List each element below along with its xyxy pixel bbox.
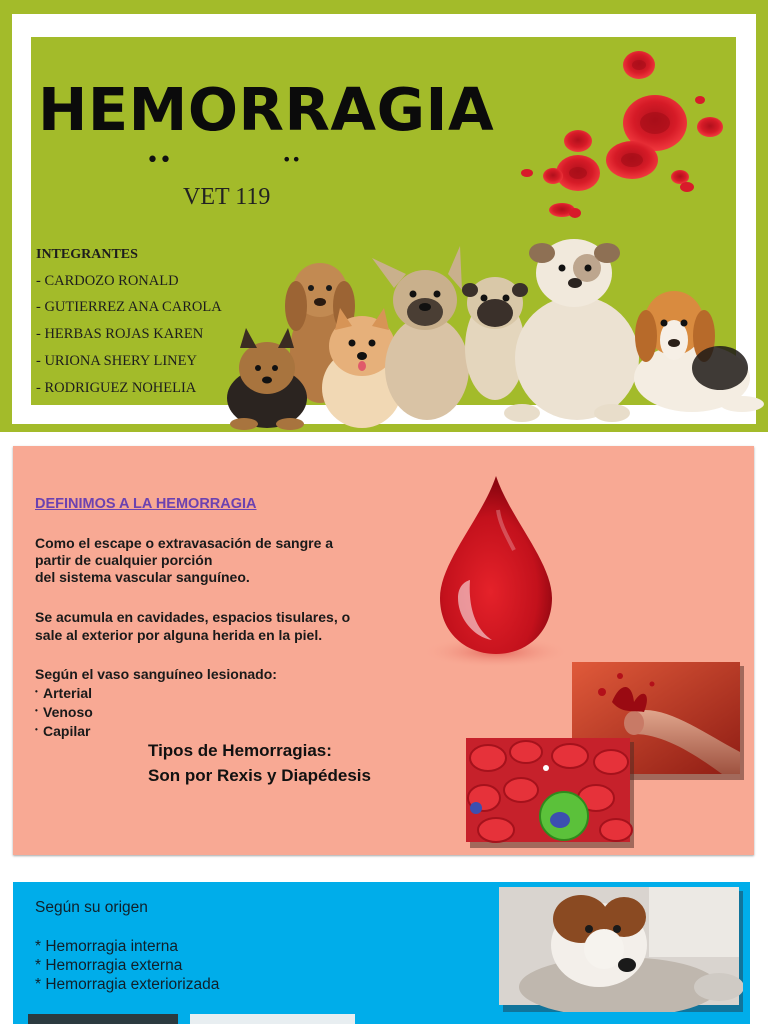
presentation-title: HEMORRAGIA (38, 75, 495, 144)
title-dots-left: •• (146, 148, 172, 173)
bullet-icon: • (35, 687, 38, 696)
member-item: - HERBAS ROJAS KAREN (36, 326, 204, 342)
blood-drop-icon (418, 470, 578, 675)
course-code: VET 119 (183, 184, 271, 210)
origin-item: * Hemorragia interna (35, 938, 179, 955)
injured-dog-photo (499, 887, 743, 1012)
bullet-icon: • (35, 725, 38, 734)
puppies-illustration (212, 228, 768, 432)
puppy-beagle (634, 291, 764, 412)
blood-cells-photo (466, 738, 634, 848)
vessel-type-item: Capilar (43, 723, 91, 739)
vessel-type-item: Venoso (43, 704, 93, 720)
photo-fragment (28, 1014, 178, 1024)
types-line-2: Son por Rexis y Diapédesis (148, 766, 371, 785)
definition-text: del sistema vascular sanguíneo. (35, 569, 250, 585)
members-heading: INTEGRANTES (36, 247, 138, 262)
definition-text: Como el escape o extravasación de sangre a (35, 535, 334, 551)
accumulation-text: sale al exterior por alguna herida en la piel. (35, 627, 323, 643)
bullet-icon: • (35, 706, 38, 715)
member-item: - GUTIERREZ ANA CAROLA (36, 299, 222, 315)
member-item: - CARDOZO RONALD (36, 273, 179, 289)
definition-heading: DEFINIMOS A LA HEMORRAGIA (35, 496, 257, 512)
types-line-1: Tipos de Hemorragias: (148, 741, 332, 760)
hemorrhage-types (148, 738, 371, 788)
origin-item: * Hemorragia externa (35, 957, 183, 974)
photo-fragment (190, 1014, 355, 1024)
blood-cells-illustration (515, 45, 740, 225)
origin-heading: Según su origen (35, 899, 148, 916)
vessel-type-item: Arterial (43, 685, 93, 701)
member-item: - URIONA SHERY LINEY (36, 353, 197, 369)
puppy-pug (462, 277, 528, 400)
member-item: - RODRIGUEZ NOHELIA (36, 380, 197, 396)
origin-item: * Hemorragia exteriorizada (35, 976, 220, 993)
definition-text: partir de cualquier porción (35, 552, 213, 568)
vessel-intro: Según el vaso sanguíneo lesionado: (35, 666, 277, 682)
puppy-english-bulldog (504, 239, 639, 422)
accumulation-text: Se acumula en cavidades, espacios tisulares, o (35, 609, 351, 625)
title-dots-right: •• (282, 150, 301, 169)
